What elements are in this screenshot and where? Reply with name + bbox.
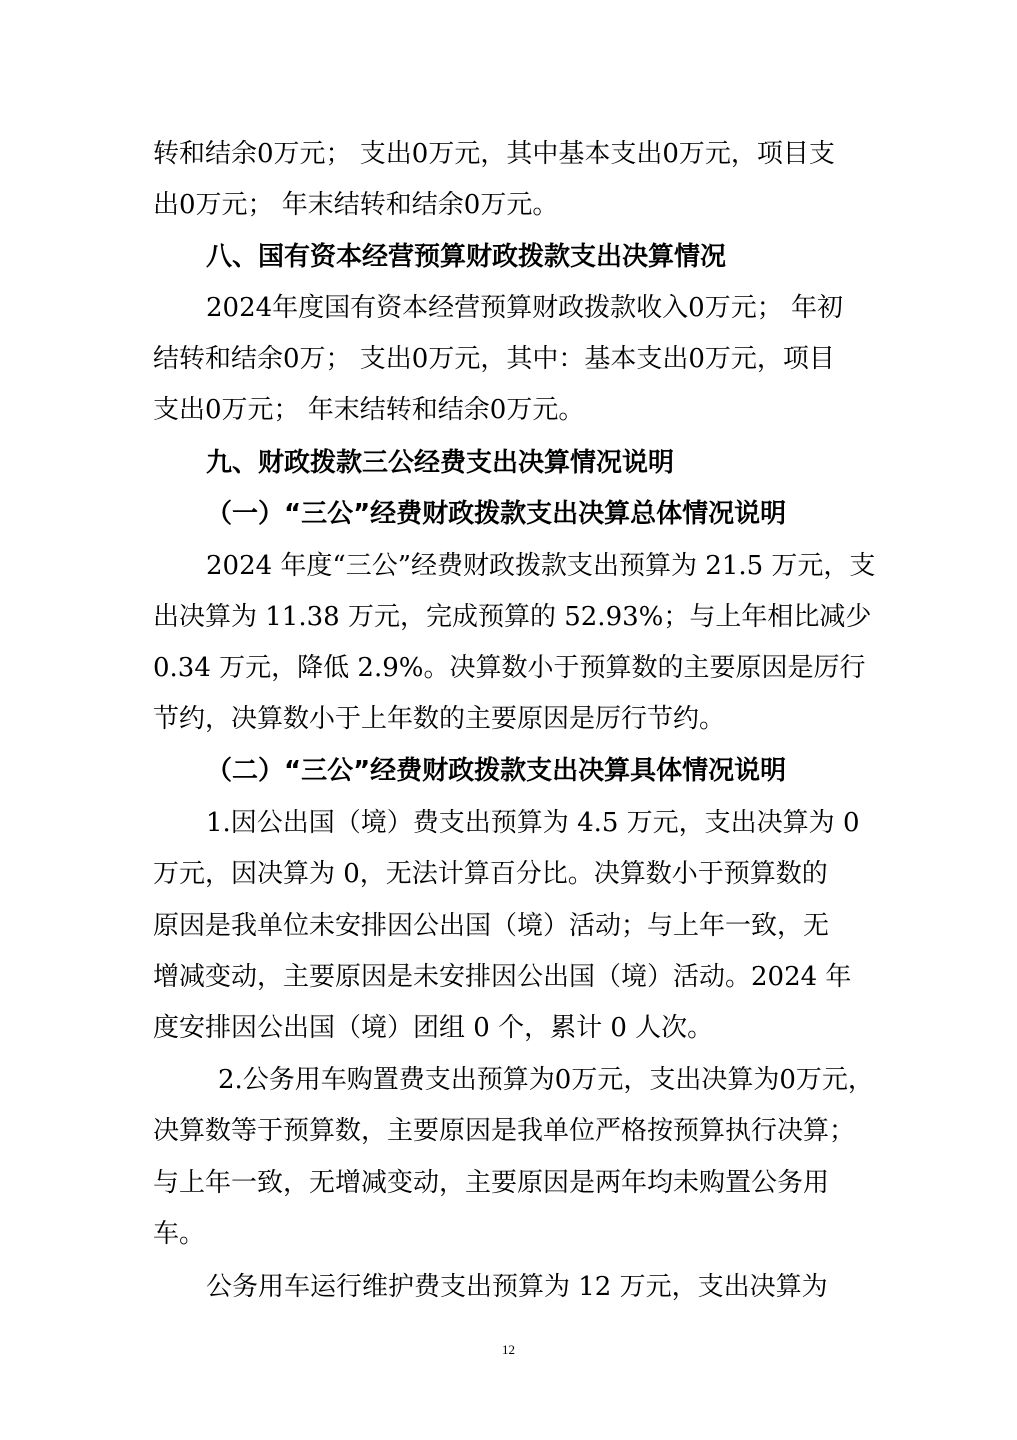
subsection-heading: （一）“三公”经费财政拨款支出决算总体情况说明 bbox=[206, 499, 787, 529]
body-line: 0.34 万元，降低 2.9%。决算数小于预算数的主要原因是厉行 bbox=[153, 653, 866, 683]
body-line: 与上年一致，无增减变动，主要原因是两年均未购置公务用 bbox=[153, 1168, 830, 1198]
body-line: 原因是我单位未安排因公出国（境）活动；与上年一致，无 bbox=[153, 911, 830, 941]
body-line: 增减变动，主要原因是未安排因公出国（境）活动。2024 年 bbox=[153, 962, 852, 992]
body-line: 度安排因公出国（境）团组 0 个，累计 0 人次。 bbox=[153, 1013, 714, 1043]
body-line: 支出0万元； 年末结转和结余0万元。 bbox=[153, 395, 585, 425]
body-line: 出0万元； 年末结转和结余0万元。 bbox=[153, 190, 559, 220]
body-line: 公务用车运行维护费支出预算为 12 万元，支出决算为 bbox=[206, 1272, 828, 1302]
body-line: 2.公务用车购置费支出预算为0万元，支出决算为0万元， bbox=[218, 1065, 874, 1095]
page-number: 12 bbox=[502, 1342, 515, 1357]
body-line: 2024年度国有资本经营预算财政拨款收入0万元； 年初 bbox=[206, 293, 843, 323]
body-line: 决算数等于预算数，主要原因是我单位严格按预算执行决算； bbox=[153, 1116, 856, 1146]
body-line: 万元，因决算为 0，无法计算百分比。决算数小于预算数的 bbox=[153, 859, 828, 889]
subsection-heading: （二）“三公”经费财政拨款支出决算具体情况说明 bbox=[206, 756, 787, 786]
body-line: 2024 年度“三公”经费财政拨款支出预算为 21.5 万元，支 bbox=[206, 551, 876, 581]
body-line: 结转和结余0万； 支出0万元，其中：基本支出0万元，项目 bbox=[153, 344, 835, 374]
section-heading: 八、国有资本经营预算财政拨款支出决算情况 bbox=[206, 242, 727, 272]
body-line: 车。 bbox=[153, 1219, 206, 1249]
body-line: 1.因公出国（境）费支出预算为 4.5 万元，支出决算为 0 bbox=[206, 808, 860, 838]
body-line: 节约，决算数小于上年数的主要原因是厉行节约。 bbox=[153, 704, 726, 734]
body-line: 出决算为 11.38 万元，完成预算的 52.93%；与上年相比减少 bbox=[153, 602, 872, 632]
body-line: 转和结余0万元； 支出0万元，其中基本支出0万元，项目支 bbox=[153, 139, 835, 169]
section-heading: 九、财政拨款三公经费支出决算情况说明 bbox=[206, 448, 675, 478]
